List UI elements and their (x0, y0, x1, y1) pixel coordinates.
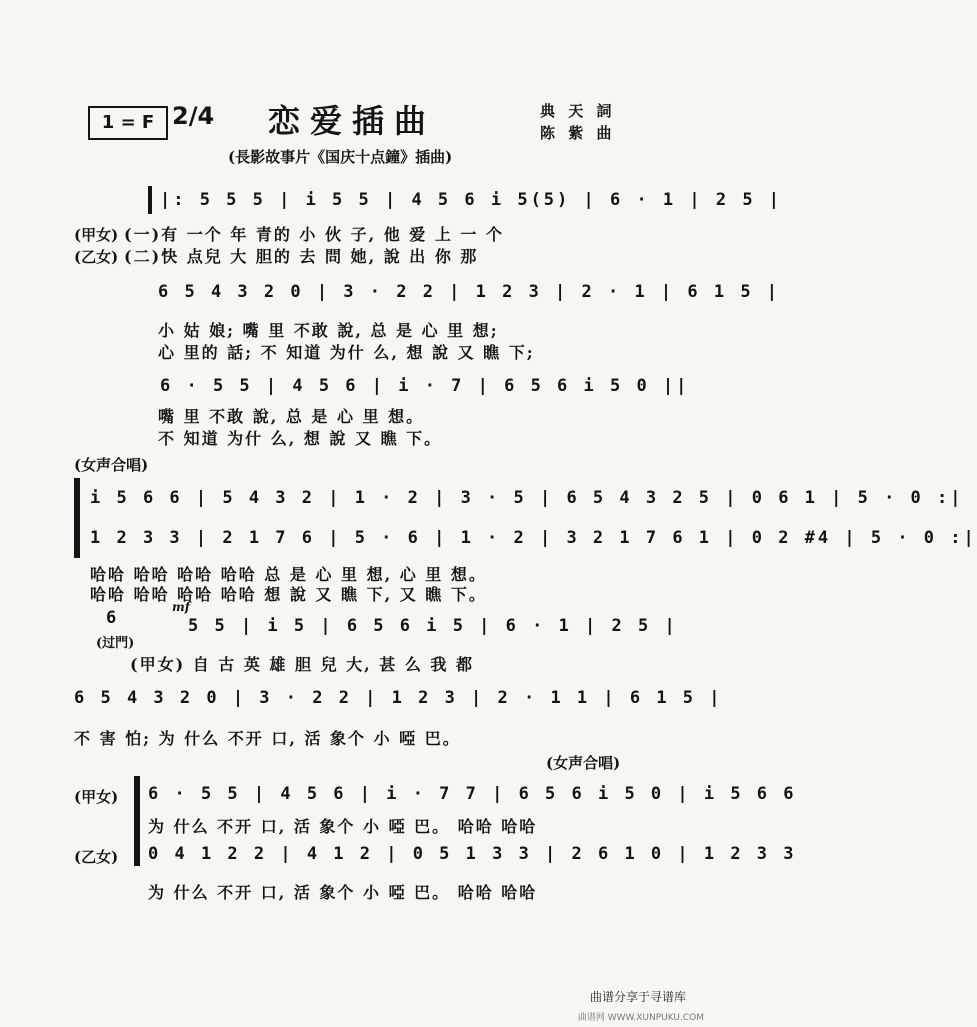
upper-lyric-line-7: 为 什么 不开 口, 活 象个 小 啞 巴。 哈哈 哈哈 (148, 817, 538, 836)
notation-line-6: 6 5 4 3 2 0 | 3 · 2 2 | 1 2 3 | 2 · 1 1 | 6 1 5 | (74, 688, 723, 708)
singer-label-yi: (乙女) (74, 248, 119, 266)
chorus-upper-part: i 5 6 6 | 5 4 3 2 | 1 · 2 | 3 · 5 | 6 5 4 3 2 5 | 0 6 1 | 5 · 0 :| (90, 488, 964, 508)
chorus-label-2: (女声合唱) (546, 754, 621, 772)
lower-lyric-line-7: 为 什么 不开 口, 活 象个 小 啞 巴。 哈哈 哈哈 (148, 883, 538, 902)
singer-label-jia-2: (甲女) (74, 788, 119, 806)
chorus-label: (女声合唱) (74, 456, 149, 474)
system-brace-2 (134, 776, 140, 866)
time-signature: 2/4 (172, 102, 215, 130)
chorus-lyric-2: 哈哈 哈哈 哈哈 哈哈 想 說 又 瞧 下, 又 瞧 下。 (90, 585, 487, 604)
interlude-label: (过門) (96, 636, 135, 651)
lyric-line-1b: (二)快 点兒 大 胆的 去 問 她, 說 出 你 那 (124, 247, 479, 266)
notation-line-5: 5 5 | i 5 | 6 5 6 i 5 | 6 · 1 | 2 5 | (188, 616, 678, 636)
lyric-line-3b: 不 知道 为什 么, 想 說 又 瞧 下。 (158, 429, 443, 448)
system-brace (74, 478, 80, 558)
lyric-line-2a: 小 姑 娘; 嘴 里 不敢 說, 总 是 心 里 想; (158, 321, 499, 340)
lower-part-line-7: 0 4 1 2 2 | 4 1 2 | 0 5 1 3 3 | 2 6 1 0 | 1 2 3 3 (148, 844, 797, 864)
song-title: 恋爱插曲 (268, 102, 437, 140)
key-signature: 1 = F (88, 106, 168, 140)
upper-part-line-7: 6 · 5 5 | 4 5 6 | i · 7 7 | 6 5 6 i 5 0 | i 5 6 6 (148, 784, 797, 804)
subtitle: (長影故事片《国庆十点鐘》插曲) (228, 148, 453, 166)
notation-line-1: |: 5 5 5 | i 5 5 | 4 5 6 i 5(5) | 6 · 1 | 2 5 | (160, 190, 783, 210)
lyric-line-1a: (一)有 一个 年 青的 小 伙 子, 他 爱 上 一 个 (124, 225, 504, 244)
singer-label-yi-2: (乙女) (74, 848, 119, 866)
composer-credit: 陈 紫 曲 (540, 124, 616, 142)
chorus-lyric-1: 哈哈 哈哈 哈哈 哈哈 总 是 心 里 想, 心 里 想。 (90, 565, 487, 584)
watermark-url: 曲谱网 WWW.XUNPUKU.COM (577, 1013, 704, 1023)
notation-line-2: 6 5 4 3 2 0 | 3 · 2 2 | 1 2 3 | 2 · 1 | 6 1 5 | (158, 282, 781, 302)
lyric-line-5: (甲女) 自 古 英 雄 胆 兒 大, 甚 么 我 都 (130, 655, 474, 674)
lyric-line-2b: 心 里的 話; 不 知道 为什 么, 想 說 又 瞧 下; (158, 343, 535, 362)
lyric-line-3a: 嘴 里 不敢 說, 总 是 心 里 想。 (158, 407, 425, 426)
notation-line-3: 6 · 5 5 | 4 5 6 | i · 7 | 6 5 6 i 5 0 || (160, 376, 690, 396)
dynamic-marking: mf (172, 600, 190, 614)
lyricist-credit: 典 天 詞 (540, 102, 616, 120)
chorus-lower-part: 1 2 3 3 | 2 1 7 6 | 5 · 6 | 1 · 2 | 3 2 1 7 6 1 | 0 2 #4 | 5 · 0 :| (90, 528, 977, 548)
watermark-text: 曲谱分享于寻谱库 (589, 990, 686, 1004)
repeat-start-bar (148, 186, 152, 214)
interlude-note: 6 (106, 608, 120, 628)
singer-label-jia: (甲女) (74, 226, 119, 244)
lyric-line-6: 不 害 怕; 为 什么 不开 口, 活 象个 小 啞 巴。 (74, 729, 461, 748)
